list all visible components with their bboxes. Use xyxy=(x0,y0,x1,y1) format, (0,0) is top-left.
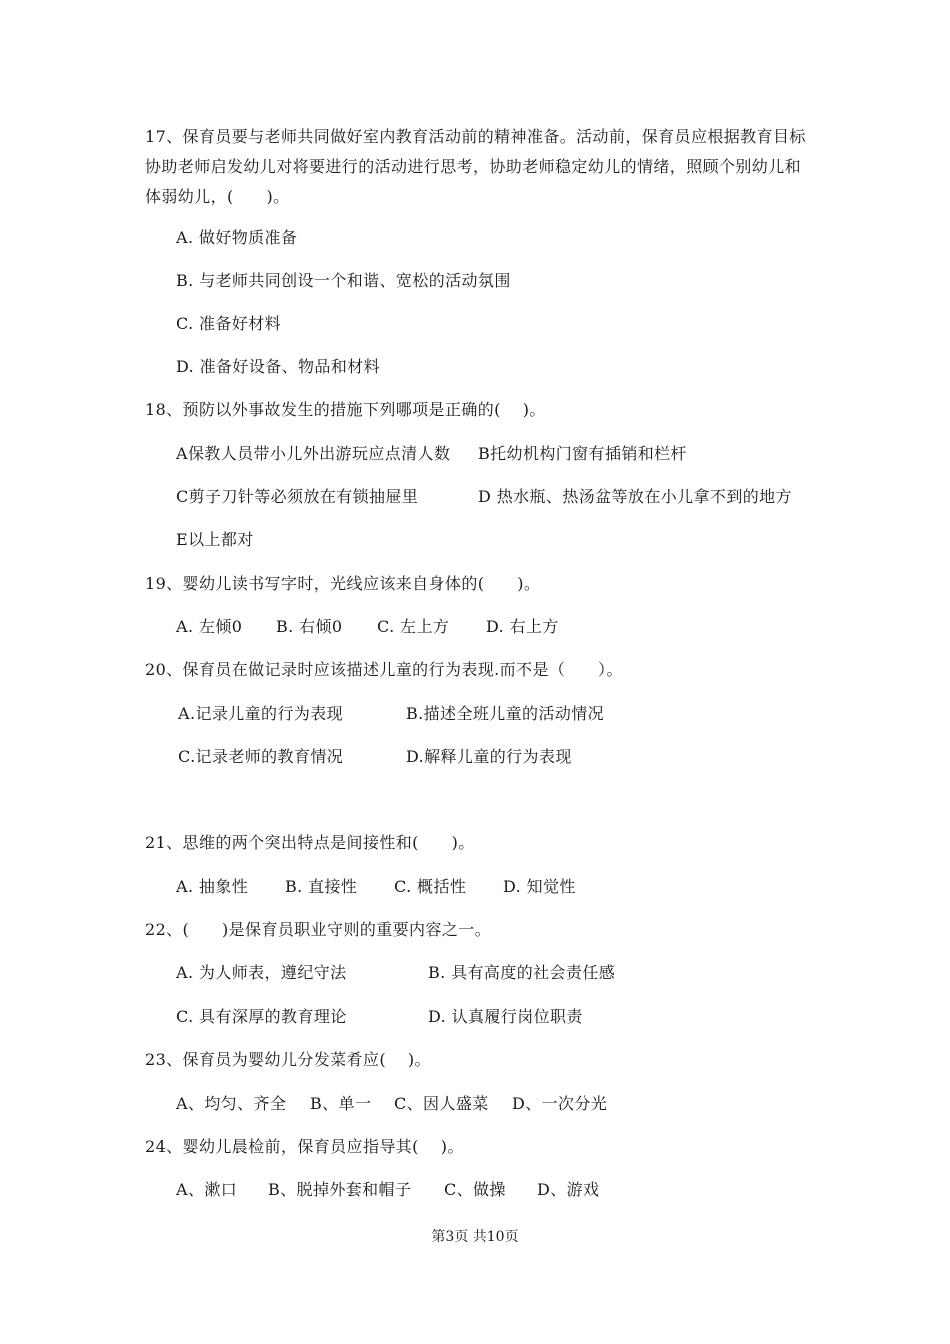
q17-option-a: A. 做好物质准备 xyxy=(176,228,298,247)
question-19: 19、婴幼儿读书写字时，光线应该来自身体的( )。 xyxy=(145,574,541,593)
question-17: 17、保育员要与老师共同做好室内教育活动前的精神准备。活动前，保育员应根据教育目标协助老师启发幼儿对将要进行的活动进行思考，协助老师稳定幼儿的情绪，照顾个别幼儿和体弱幼儿，( )。 xyxy=(145,127,806,206)
q23-option-a: A、均匀、齐全 xyxy=(176,1094,287,1113)
q18-option-b: B托幼机构门窗有插销和栏杆 xyxy=(478,444,687,463)
q24-option-a: A、漱口 xyxy=(176,1180,238,1199)
q19-option-b: B. 右倾0 xyxy=(276,617,343,636)
q23-option-d: D、一次分光 xyxy=(512,1094,608,1113)
page-footer: 第3页 共10页 xyxy=(431,1229,519,1245)
q19-option-c: C. 左上方 xyxy=(377,617,450,636)
q17-option-d: D. 准备好设备、物品和材料 xyxy=(176,357,381,376)
question-22: 22、( )是保育员职业守则的重要内容之一。 xyxy=(145,920,492,939)
q20-option-d: D.解释儿童的行为表现 xyxy=(406,747,572,766)
q23-option-b: B、单一 xyxy=(310,1094,372,1113)
q24-option-c: C、做操 xyxy=(444,1180,506,1199)
q20-option-c: C.记录老师的教育情况 xyxy=(178,747,344,766)
q21-option-b: B. 直接性 xyxy=(285,877,358,896)
q21-option-a: A. 抽象性 xyxy=(176,877,249,896)
q18-option-a: A保教人员带小儿外出游玩应点清人数 xyxy=(176,444,451,463)
q21-option-d: D. 知觉性 xyxy=(503,877,576,896)
q19-option-d: D. 右上方 xyxy=(486,617,559,636)
q23-option-c: C、因人盛菜 xyxy=(394,1094,489,1113)
q20-option-b: B.描述全班儿童的活动情况 xyxy=(406,704,605,723)
q21-option-c: C. 概括性 xyxy=(394,877,467,896)
question-23: 23、保育员为婴幼儿分发菜肴应( )。 xyxy=(145,1050,431,1069)
q19-option-a: A. 左倾0 xyxy=(176,617,243,636)
q17-option-c: C. 准备好材料 xyxy=(176,314,282,333)
q24-option-b: B、脱掉外套和帽子 xyxy=(268,1180,412,1199)
q17-option-b: B. 与老师共同创设一个和谐、宽松的活动氛围 xyxy=(176,271,511,290)
question-20: 20、保育员在做记录时应该描述儿童的行为表现.而不是（ ）。 xyxy=(145,660,623,679)
question-18: 18、预防以外事故发生的措施下列哪项是正确的( )。 xyxy=(145,400,546,419)
q20-option-a: A.记录儿童的行为表现 xyxy=(178,704,344,723)
q22-option-d: D. 认真履行岗位职责 xyxy=(428,1007,583,1026)
q22-option-c: C. 具有深厚的教育理论 xyxy=(176,1007,347,1026)
q18-option-c: C剪子刀针等必须放在有锁抽屉里 xyxy=(176,487,419,506)
q22-option-a: A. 为人师表，遵纪守法 xyxy=(176,963,347,982)
q18-option-e: E以上都对 xyxy=(176,530,254,549)
question-24: 24、婴幼儿晨检前，保育员应指导其( )。 xyxy=(145,1137,464,1156)
q18-option-d: D 热水瓶、热汤盆等放在小儿拿不到的地方 xyxy=(478,487,792,506)
q24-option-d: D、游戏 xyxy=(537,1180,600,1199)
question-21: 21、思维的两个突出特点是间接性和( )。 xyxy=(145,833,475,852)
q22-option-b: B. 具有高度的社会责任感 xyxy=(428,963,616,982)
